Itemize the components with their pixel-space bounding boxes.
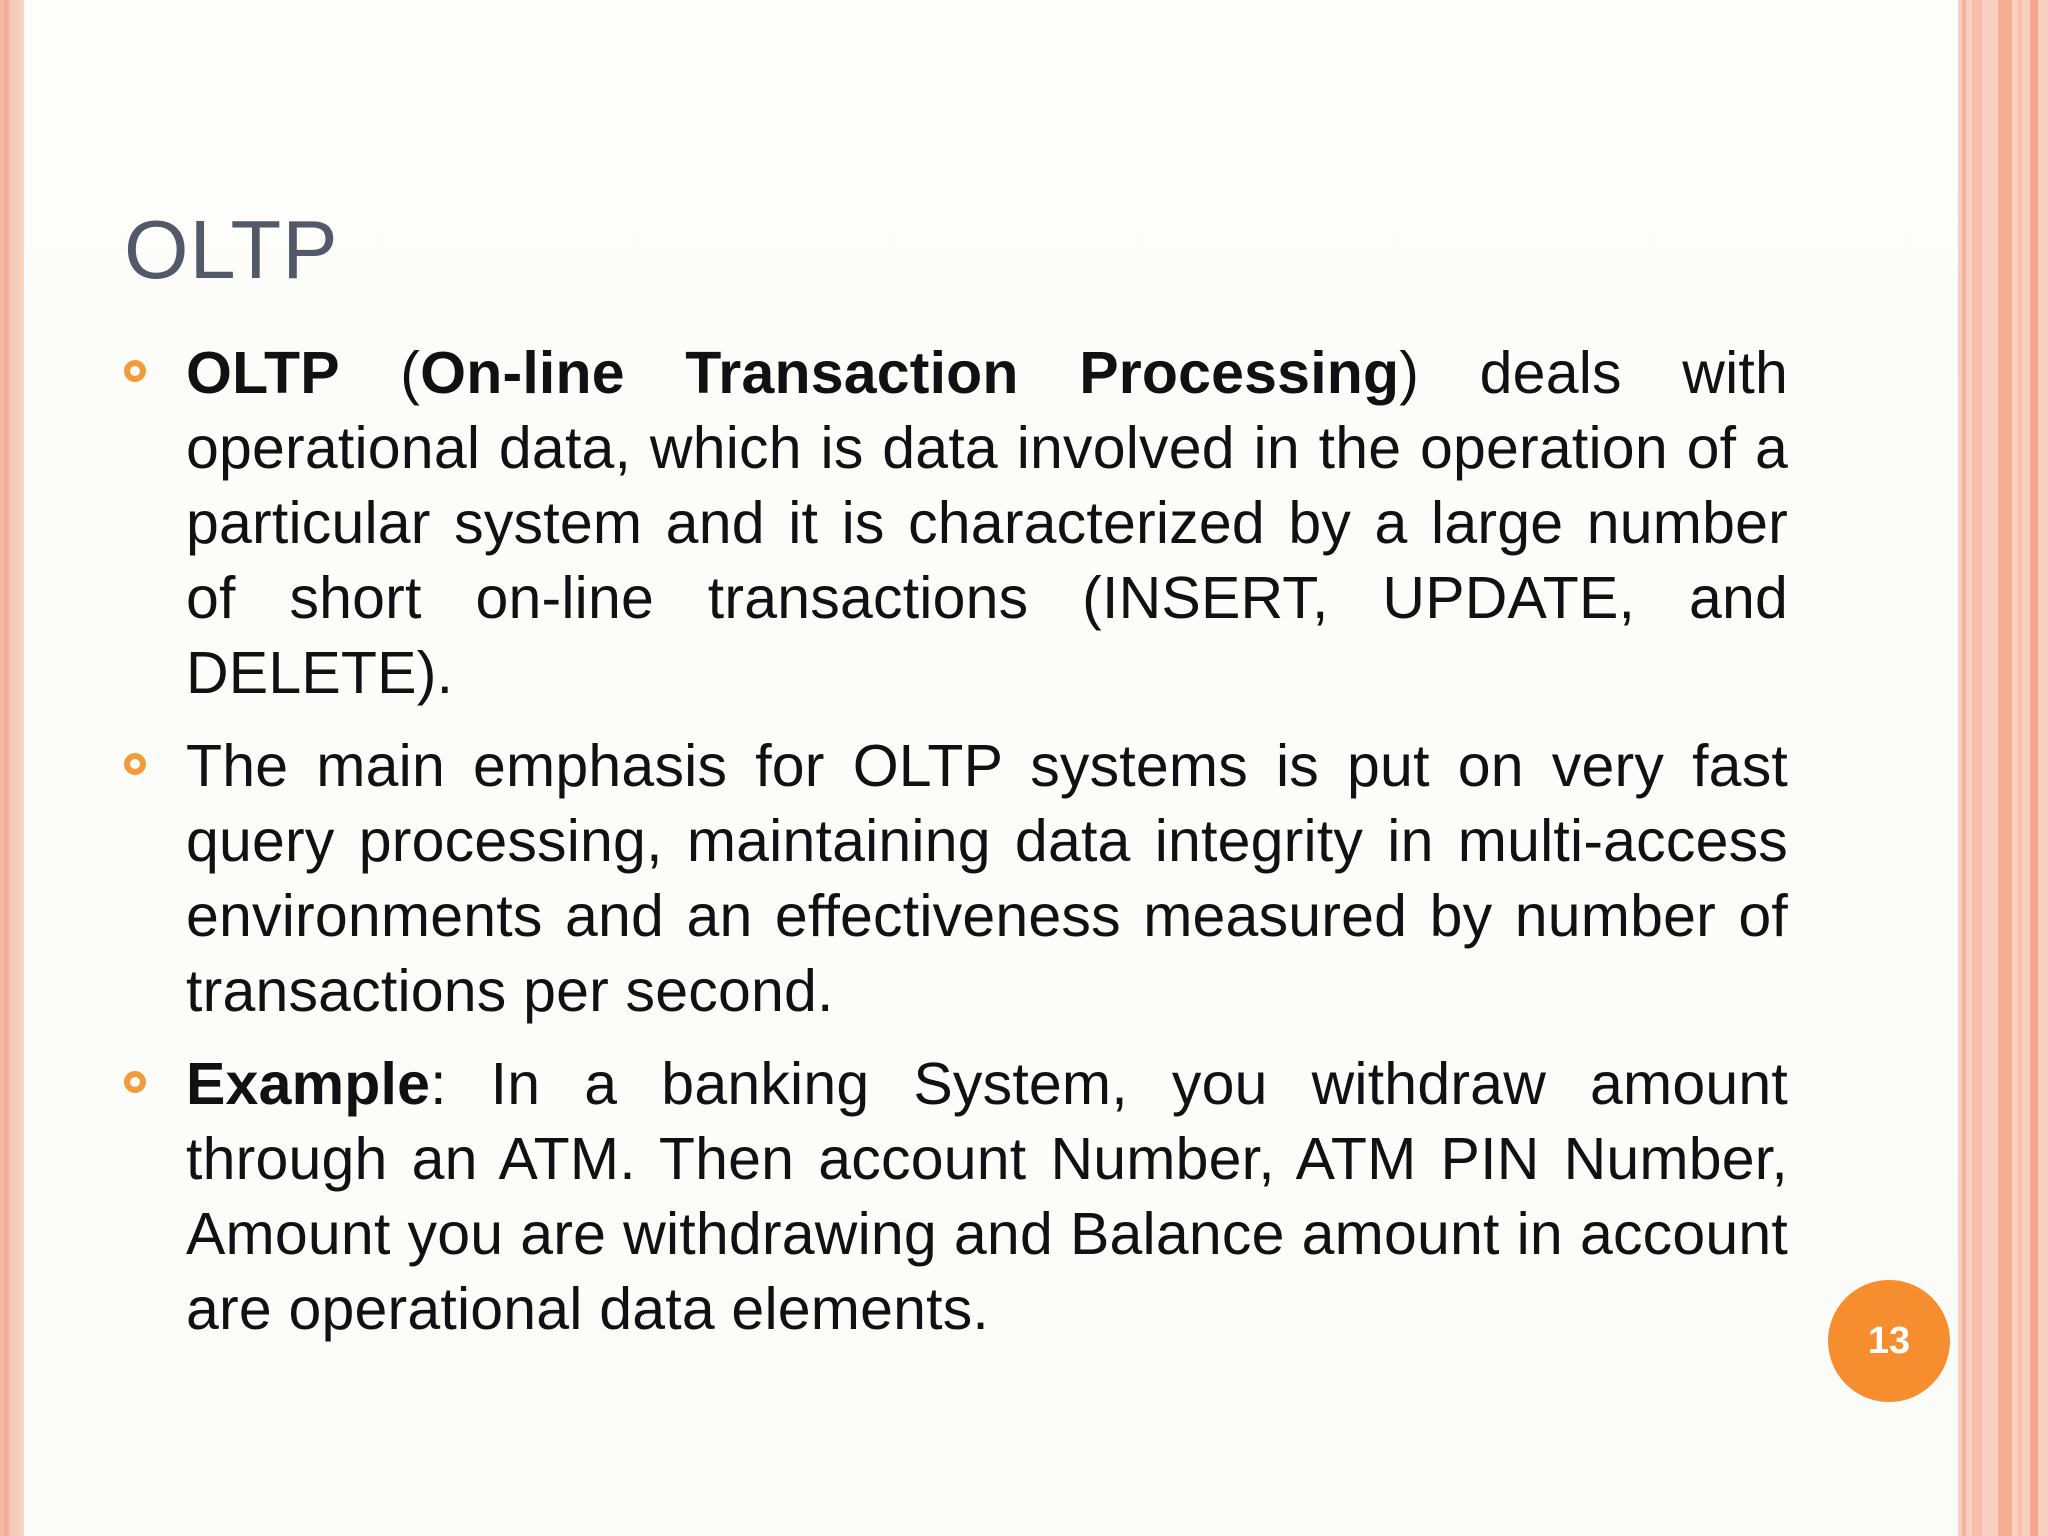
bold-term: Example [186, 1051, 431, 1117]
bold-term: OLTP [186, 340, 340, 406]
right-decorative-bar [1958, 0, 2048, 1536]
left-decorative-stripe [0, 0, 24, 1536]
bullet-item [124, 336, 1788, 711]
bullet-text: The main emphasis for OLTP systems is put on very fast query processing, maintaining data integrity in multi-access environments and an effectiveness measured by number of transactions per second. [186, 733, 1788, 1024]
bullet-item [124, 1047, 1788, 1347]
bullet-text [186, 336, 1788, 711]
right-bar-line [2018, 0, 2022, 1536]
bullet-item [124, 729, 1788, 1029]
bullet-text [186, 1047, 1788, 1347]
right-bar-line [1998, 0, 2012, 1536]
bullet-body: : In a banking System, you withdraw amount through an ATM. Then account Number, ATM PIN Number, Amount you are withdrawing and Balance amount in account are operational data elements. [186, 1051, 1788, 1342]
left-stripe-line [4, 0, 9, 1536]
bullet-body: ) deals with operational data, which is data involved in the operation of a particular system and it is characterized by a large number of short on-line transactions (INSERT, UPDATE, and DELETE). [186, 340, 1788, 706]
hollow-circle-bullet-icon [124, 1071, 146, 1093]
hollow-circle-bullet-icon [124, 753, 146, 775]
bold-expansion: On-line Transaction Processing [420, 340, 1400, 406]
hollow-circle-bullet-icon [124, 360, 146, 382]
page-number-badge: 13 [1828, 1280, 1950, 1402]
slide-title: OLTP [124, 203, 339, 296]
right-bar-line [1972, 0, 1982, 1536]
bullet-list [124, 336, 1788, 1365]
paren-open: ( [339, 340, 421, 406]
right-bar-line [1962, 0, 1966, 1536]
right-bar-line [2030, 0, 2038, 1536]
